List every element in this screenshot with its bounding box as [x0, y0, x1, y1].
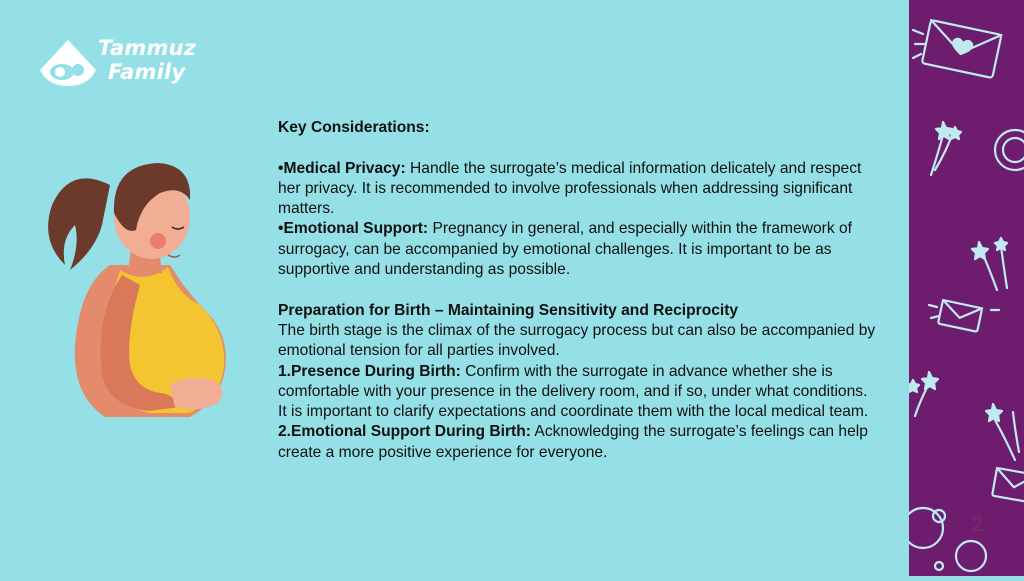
page-number: 2	[972, 514, 984, 536]
bubbles-icon	[995, 130, 1024, 170]
small-envelope-icon	[938, 300, 982, 332]
logo-mark-icon	[38, 36, 98, 96]
pregnant-woman-illustration	[40, 145, 235, 430]
small-envelope-icon	[992, 468, 1024, 503]
decorative-side-panel	[909, 0, 1024, 576]
emotional-support-item: •Emotional Support: Pregnancy in general, and especially within the framework of surrogacy, can be accompanied by emotional challenges. It is important to be as supportive and understanding as possible.	[278, 220, 852, 279]
key-considerations-heading: Key Considerations:	[278, 119, 430, 136]
birth-preparation-intro: The birth stage is the climax of the surrogacy process but can also be accompanied by emotional tension for all parties involved.	[278, 321, 876, 360]
stars-icon	[931, 122, 961, 175]
logo-line-2: Family	[108, 60, 186, 84]
logo-line-1: Tammuz	[98, 36, 197, 60]
stars-icon	[972, 238, 1007, 290]
envelope-heart-icon	[922, 20, 1002, 78]
birth-preparation-heading: Preparation for Birth – Maintaining Sensitivity and Reciprocity	[278, 301, 739, 319]
tammuz-family-logo	[38, 34, 208, 96]
medical-privacy-item: •Medical Privacy: Handle the surrogate’s medical information delicately and respect her privacy. It is recommended to involve professionals when addressing significant matters.	[278, 159, 862, 218]
stars-icon	[909, 372, 938, 416]
presence-during-birth-item: 1.Presence During Birth: Confirm with the surrogate in advance whether she is comfortable with your presence in the delivery room, and if so, under what conditions. It is important to clarify expectations and coordinate them with the local medical team.	[278, 362, 869, 421]
emotional-support-birth-item: 2.Emotional Support During Birth: Acknowledging the surrogate’s feelings can help create a more positive experience for everyone.	[278, 423, 868, 461]
stars-icon	[986, 404, 1019, 460]
doodle-decorations	[909, 0, 1024, 576]
content-text-block	[278, 118, 878, 463]
